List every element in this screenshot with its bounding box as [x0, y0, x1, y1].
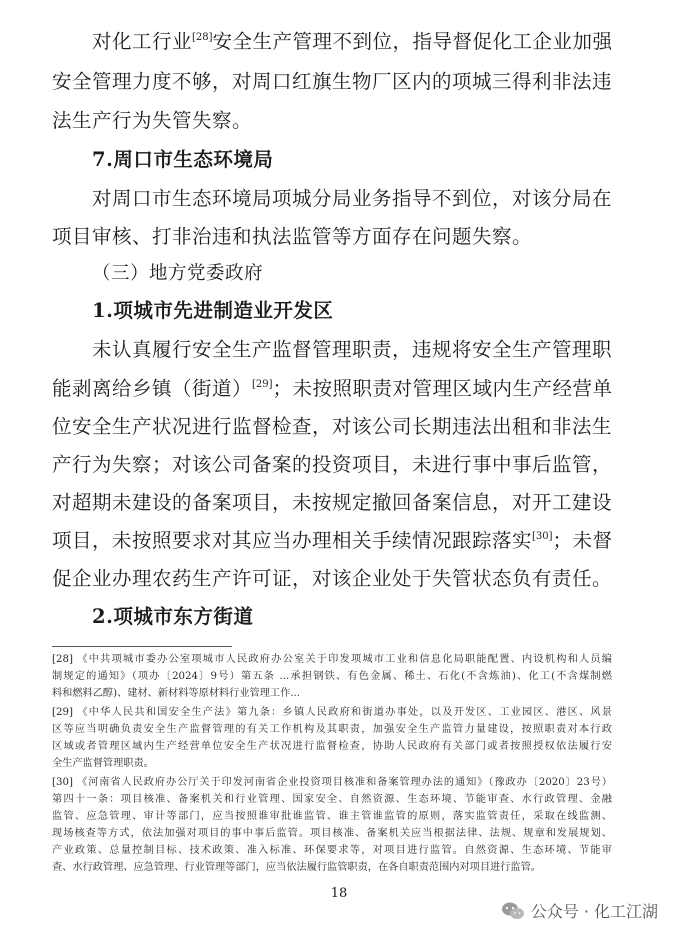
section-7-line-1: 对周口市生态环境局项城分局业务指导不到位，对该分局在	[92, 187, 613, 210]
footnote-29-line-3: 区域或者管理区域内生产经营单位安全生产状况进行监督检查，协助人民政府有关部门或者按照授权依法履行安	[52, 741, 612, 752]
section-1-line-6: 项目，未按照要求对其应当办理相关手续情况跟踪落实[30]；未督	[52, 529, 613, 552]
paragraph-a-line-1: 对化工行业[28]安全生产管理不到位，指导督促化工企业加强	[92, 30, 613, 53]
section-1-line-4: 产行为失察；对该公司备案的投资项目，未进行事中事后监管，	[52, 453, 613, 476]
footnote-30-line-5: 产业政策、总量控制目标、技术政策、准入标准、环保要求等，对项目进行监管。自然资源、生态环境、节能审	[52, 845, 612, 856]
footnote-30-line-2: 第四十一条：项目核准、备案机关和行业管理、国家安全、自然资源、生态环境、节能审查、水行政管理、金融	[52, 794, 612, 805]
section-1-heading: 1.项城市先进制造业开发区	[92, 299, 334, 322]
footnote-ref-30[interactable]: [30]	[532, 531, 553, 542]
footnote-28-line-3: 料和燃料乙醇)、建材、新材料等原材料行业管理工作...	[52, 688, 300, 699]
section-1-line-3: 位安全生产状况进行监督检查，对该公司长期违法出租和非法生	[52, 415, 613, 438]
section-7-heading: 7.周口市生态环境局	[92, 148, 274, 171]
section-1-line-5: 对超期未建设的备案项目，未按规定撤回备案信息，对开工建设	[52, 491, 613, 514]
footnote-30-line-4: 现场核查等方式，依法加强对项目的事中事后监管。项目核准、备案机关应当根据法律、法规、规章和发展规划、	[52, 828, 612, 839]
paragraph-a-line-3: 法生产行为失管失察。	[52, 109, 253, 132]
footnote-ref-29[interactable]: [29]	[252, 379, 273, 390]
section-1-line-7: 促企业办理农药生产许可证，对该企业处于失管状态负有责任。	[52, 567, 613, 590]
section-2-heading: 2.项城市东方街道	[92, 605, 254, 628]
footnote-30-line-1: [30] 《河南省人民政府办公厅关于印发河南省企业投资项目核准和备案管理办法的通知》（豫政办〔2020〕23号）	[52, 777, 612, 788]
watermark-text: 公众号 · 化工江湖	[530, 902, 658, 921]
footnote-28-line-2: 制规定的通知》（项办〔2024〕9号）第五条 ...承担钢铁、有色金属、稀土、石化(不含炼油)、化工(不含煤制燃	[52, 671, 612, 682]
footnote-29-line-2: 区等应当明确负责安全生产监督管理的有关工作机构及其职责，加强安全生产监管力量建设，按照职责对本行政	[52, 724, 612, 735]
wechat-icon	[501, 901, 525, 921]
footnote-29-line-4: 全生产监督管理职责。	[52, 758, 154, 769]
watermark	[501, 899, 658, 922]
footnote-divider	[52, 646, 232, 647]
section-7-line-2: 项目审核、打非治违和执法监管等方面存在问题失察。	[52, 225, 533, 248]
footnote-29-line-1: [29] 《中华人民共和国安全生产法》第九条：乡镇人民政府和街道办事处，以及开发区、工业园区、港区、风景	[52, 707, 612, 718]
footnote-28-line-1: [28] 《中共项城市委办公室项城市人民政府办公室关于印发项城市工业和信息化局职能配置、内设机构和人员编	[52, 654, 612, 665]
section-1-line-2: 能剥离给乡镇（街道）[29]；未按照职责对管理区域内生产经营单	[52, 377, 613, 400]
section-3-heading: （三）地方党委政府	[92, 263, 264, 284]
footnote-30-line-6: 查、水行政管理、应急管理、行业管理等部门，应当依法履行监管职责，在各自职责范围内对项目进行监管。	[52, 862, 541, 873]
page-number: 18	[330, 886, 348, 901]
paragraph-a-line-2: 安全管理力度不够，对周口红旗生物厂区内的项城三得利非法违	[52, 70, 613, 93]
section-1-line-1: 未认真履行安全生产监督管理职责，违规将安全生产管理职	[92, 338, 613, 361]
footnote-30-line-3: 监管、应急管理、审计等部门，应当按照谁审批谁监管、谁主管谁监管的原则，落实监管责任，采取在线监测、	[52, 811, 612, 822]
footnote-ref-28[interactable]: [28]	[192, 32, 213, 43]
